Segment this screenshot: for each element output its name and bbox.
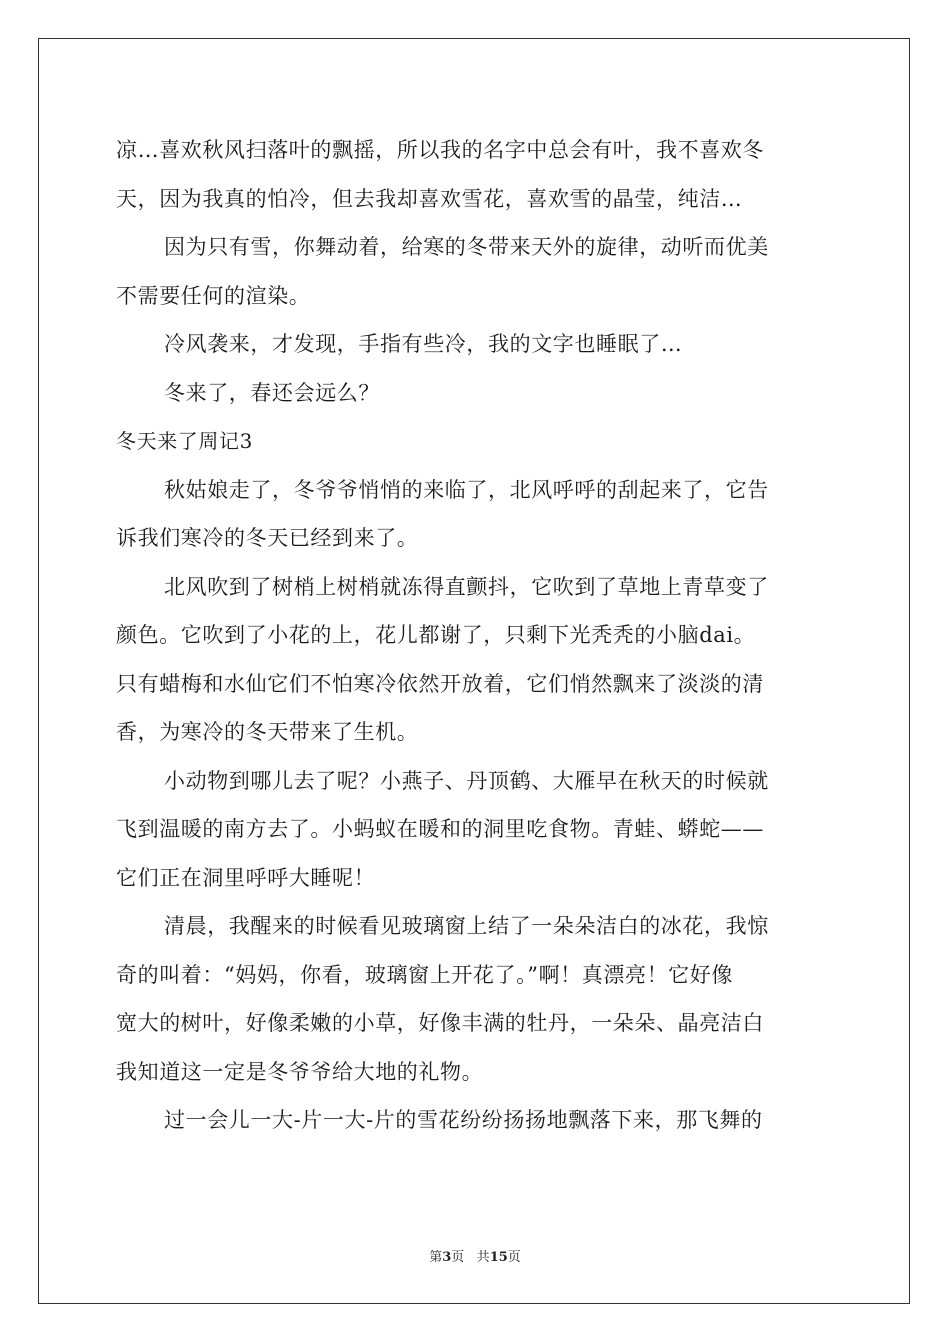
total-pages: 15 (489, 1250, 508, 1265)
page-footer (0, 1246, 950, 1265)
text-line: 颜色。它吹到了小花的上，花儿都谢了，只剩下光秃秃的小脑dai。 (116, 623, 756, 647)
text-line: 它们正在洞里呼呼大睡呢！ (116, 865, 376, 890)
paragraph-start: 冬来了，春还会远么？ (164, 380, 380, 405)
text-line: 香，为寒冷的冬天带来了生机。 (116, 720, 419, 744)
footer-total-suffix: 页 (507, 1250, 521, 1265)
text-line: 诉我们寒冷的冬天已经到来了。 (116, 526, 419, 550)
text-line: 飞到温暖的南方去了。小蚂蚁在暖和的洞里吃食物。青蛙、蟒蛇—— (116, 817, 764, 841)
paragraph-start: 小动物到哪儿去了呢？小燕子、丹顶鹤、大雁早在秋天的时候就 (164, 768, 769, 793)
paragraph-start: 过一会儿一大-片一大-片的雪花纷纷扬扬地飘落下来，那飞舞的 (164, 1108, 763, 1132)
page-number: 3 (442, 1250, 452, 1265)
paragraph-start: 北风吹到了树梢上树梢就冻得直颤抖，它吹到了草地上青草变了 (164, 574, 769, 599)
text-line: 只有蜡梅和水仙它们不怕寒冷依然开放着，它们悄然飘来了淡淡的清 (116, 671, 764, 696)
paragraph-start: 因为只有雪，你舞动着，给寒的冬带来天外的旋律，动听而优美 (164, 235, 769, 259)
paragraph-start: 清晨，我醒来的时候看见玻璃窗上结了一朵朵洁白的冰花，我惊 (164, 914, 769, 938)
text-line: 不需要任何的渲染。 (116, 283, 311, 308)
paragraph-start: 冷风袭来，才发现，手指有些冷，我的文字也睡眠了… (164, 332, 683, 356)
footer-prefix: 第 (429, 1250, 443, 1265)
text-line: 凉…喜欢秋风扫落叶的飘摇，所以我的名字中总会有叶，我不喜欢冬 (116, 138, 764, 162)
text-line: 天，因为我真的怕冷，但去我却喜欢雪花，喜欢雪的晶莹，纯洁… (116, 186, 743, 211)
document-body (116, 126, 834, 1145)
text-line: 宽大的树叶，好像柔嫩的小草，好像丰满的牡丹，一朵朵、晶亮洁白 (116, 1011, 764, 1035)
paragraph-start: 秋姑娘走了，冬爷爷悄悄的来临了，北风呼呼的刮起来了，它告 (164, 477, 769, 502)
footer-total-prefix: 共 (476, 1250, 490, 1265)
section-heading: 冬天来了周记3 (116, 429, 253, 453)
text-line: 我知道这一定是冬爷爷给大地的礼物。 (116, 1059, 484, 1084)
text-line: 奇的叫着：“妈妈，你看，玻璃窗上开花了。”啊！真漂亮！它好像 (116, 962, 733, 987)
footer-page-suffix: 页 (451, 1250, 465, 1265)
